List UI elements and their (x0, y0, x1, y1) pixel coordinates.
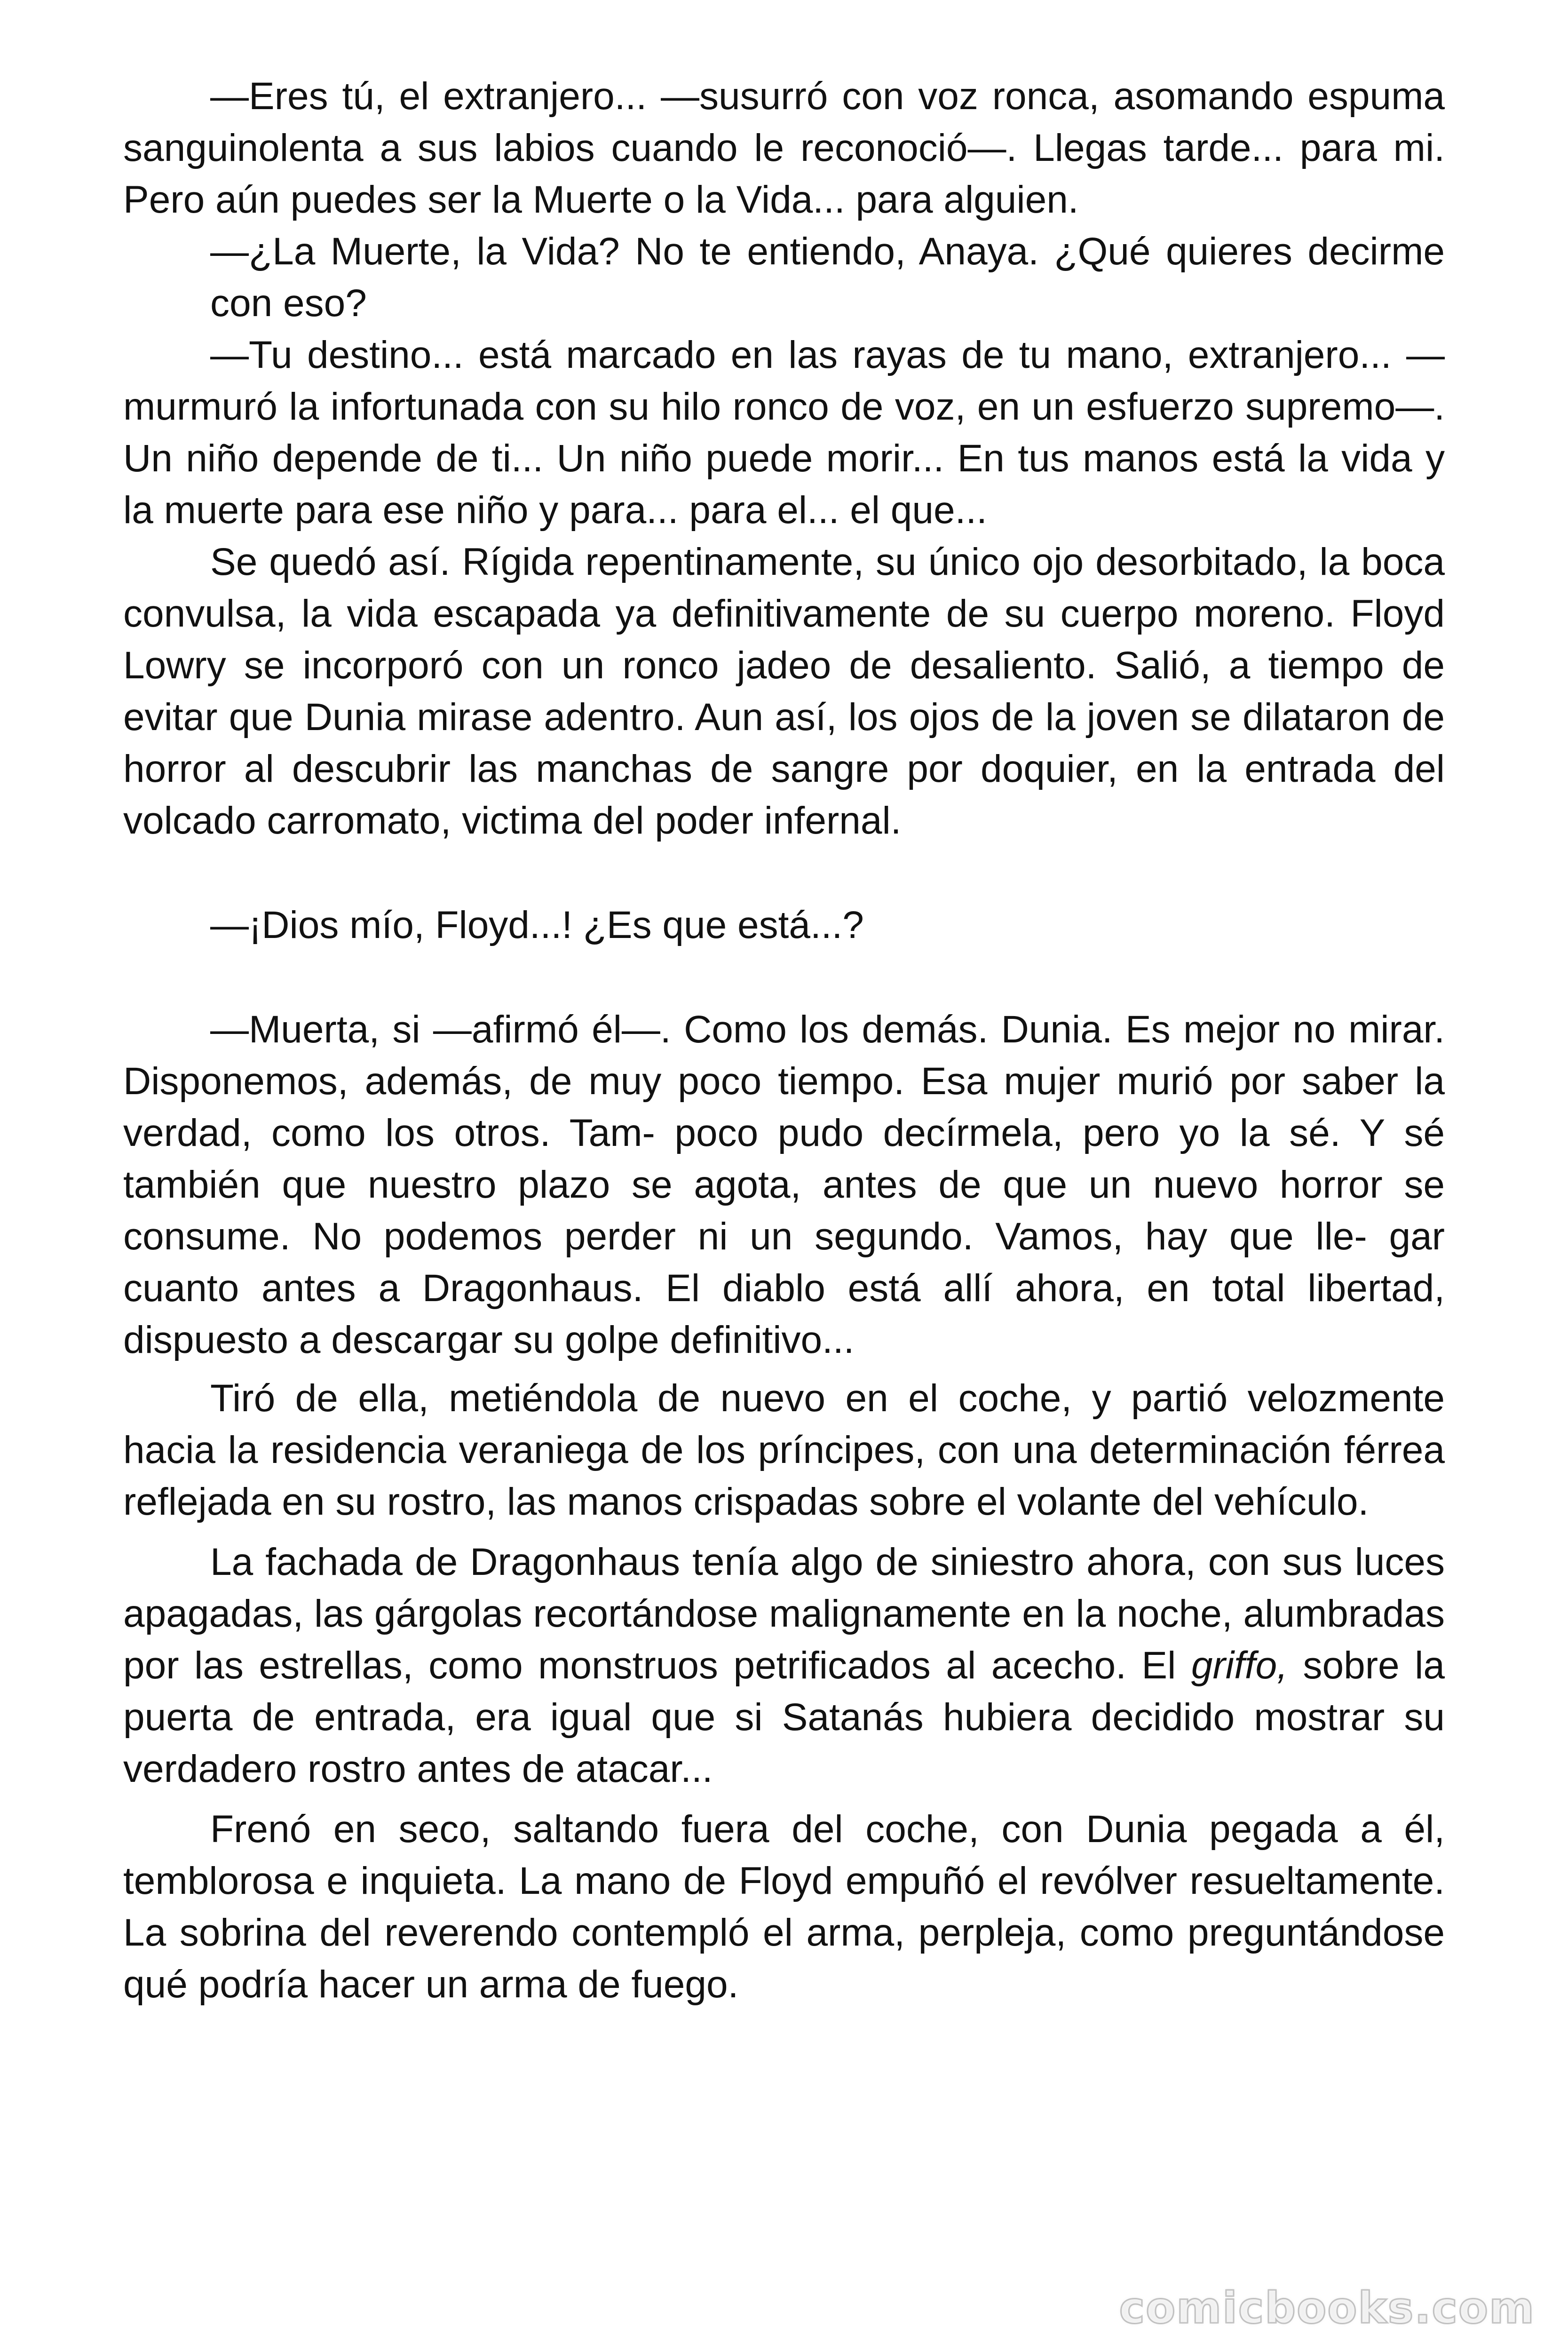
body-text (123, 71, 1445, 2010)
paragraph-8-text-start: La fachada de Dragonhaus tenía algo de siniestro ahora, con sus luces apagadas, las gárgolas recortándose malignamente en la noche, alumbradas por las estrellas, como monstruos petrificados al acecho. El (123, 1541, 1445, 1687)
paragraph-7: Tiró de ella, metiéndola de nuevo en el coche, y partió velozmente hacia la residencia veraniega de los príncipes, con una determinación férrea reflejada en su rostro, las manos crispadas sobre el volante del vehículo. (123, 1377, 1445, 1523)
paragraph-6: —Muerta, si —afirmó él—. Como los demás. Dunia. Es mejor no mirar. Disponemos, además, de muy poco tiempo. Esa mujer murió por saber la verdad, como los otros. Tam- poco pudo decírmela, pero yo la sé. Y sé también que nuestro plazo se agota, antes de que un nuevo horror se consume. No podemos perder ni un segundo. Vamos, hay que lle- gar cuanto antes a Dragonhaus. El diablo está allí ahora, en total libertad, dispuesto a descargar su golpe definitivo... (123, 1008, 1445, 1361)
paragraph-8-italic-word: griffo, (1191, 1644, 1288, 1687)
paragraph-3: —Tu destino... está marcado en las rayas de tu mano, extranjero... —murmuró la infortunada con su hilo ronco de voz, en un esfuerzo supremo—. Un niño depende de ti... Un niño puede morir... En tus manos está la vida y la muerte para ese niño y para... para el... el que... (123, 334, 1445, 532)
paragraph-2: —¿La Muerte, la Vida? No te entiendo, Anaya. ¿Qué quieres decirme con eso? (210, 230, 1445, 325)
paragraph-4: Se quedó así. Rígida repentinamente, su único ojo desorbitado, la boca convulsa, la vida escapada ya definitivamente de su cuerpo moreno. Floyd Lowry se incorporó con un ronco jadeo de desaliento. Salió, a tiempo de evitar que Dunia mirase adentro. Aun así, los ojos de la joven se dilataron de horror al descubrir las manchas de sangre por doquier, en la entrada del volcado carromato, victima del poder infernal. (123, 540, 1445, 842)
watermark-logo: comicbooks.com (1119, 2283, 1535, 2333)
paragraph-8-text-end: sobre la puerta de entrada, era igual que si Satanás hubiera decidido mostrar su verdadero rostro antes de atacar... (123, 1644, 1445, 1790)
paragraph-5: —¡Dios mío, Floyd...! ¿Es que está...? (210, 904, 864, 946)
paragraph-8 (123, 1536, 1445, 1795)
paragraph-9: Frenó en seco, saltando fuera del coche, con Dunia pegada a él, temblorosa e inquieta. La mano de Floyd empuñó el revólver resueltamente. La sobrina del reverendo contempló el arma, perpleja, como preguntándose qué podría hacer un arma de fuego. (123, 1808, 1445, 2006)
paragraph-1: —Eres tú, el extranjero... —susurró con voz ronca, asomando espuma sanguinolenta a sus labios cuando le reconoció—. Llegas tarde... para mi. Pero aún puedes ser la Muerte o la Vida... para alguien. (123, 75, 1445, 221)
